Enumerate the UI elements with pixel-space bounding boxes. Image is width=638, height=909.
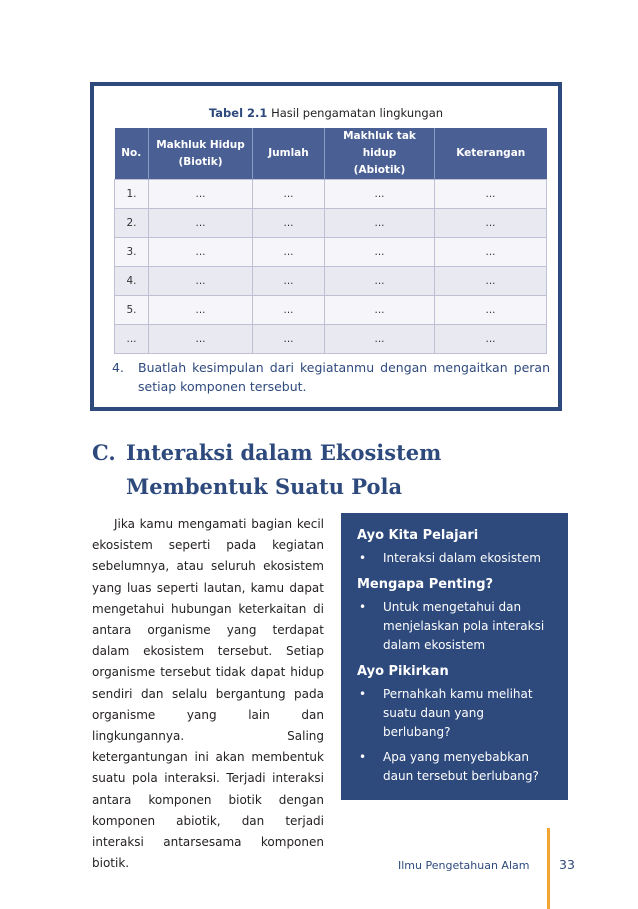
group-ayo-pikirkan xyxy=(357,663,554,786)
list-item-text: Untuk mengetahui dan menjelaskan pola interaksi dalam ekosistem xyxy=(383,600,545,652)
group-title: Ayo Kita Pelajari xyxy=(357,528,479,543)
header-no: No. xyxy=(115,128,149,180)
list-item xyxy=(357,549,554,568)
header-abiotic xyxy=(325,128,435,180)
cell-keterangan: ... xyxy=(435,209,547,238)
footer-book-title: Ilmu Pengetahuan Alam xyxy=(398,859,530,872)
header-keterangan: Keterangan xyxy=(435,128,547,180)
cell-biotic: ... xyxy=(149,325,253,354)
observation-table xyxy=(114,128,547,354)
section-letter: C. xyxy=(92,440,116,465)
header-abiotic-line2: (Abiotik) xyxy=(353,164,406,176)
cell-biotic: ... xyxy=(149,238,253,267)
cell-no: 4. xyxy=(115,267,149,296)
bullet: • xyxy=(359,687,367,701)
list-item-text: Pernahkah kamu melihat suatu daun yang berlubang? xyxy=(383,687,533,739)
table-caption-label: Tabel 2.1 xyxy=(208,106,268,120)
cell-no: 5. xyxy=(115,296,149,325)
list-item-text: Interaksi dalam ekosistem xyxy=(383,551,541,565)
cell-abiotic: ... xyxy=(325,209,435,238)
cell-biotic: ... xyxy=(149,209,253,238)
cell-jumlah: ... xyxy=(253,296,325,325)
header-biotic xyxy=(149,128,253,180)
table-row xyxy=(115,209,547,238)
header-biotic-line2: (Biotik) xyxy=(178,155,223,168)
cell-jumlah: ... xyxy=(253,209,325,238)
cell-keterangan: ... xyxy=(435,296,547,325)
cell-biotic: ... xyxy=(149,267,253,296)
group-mengapa-penting xyxy=(357,576,554,655)
cell-no: ... xyxy=(115,325,149,354)
body-paragraph: Jika kamu mengamati bagian kecil ekosistem seperti pada kegiatan sebelumnya, atau seluruh ekosistem yang luas seperti lautan, kamu dapat mengetahui hubungan keterkaitan di antara organisme yang terdapat dalam ekosistem tersebut. Setiap organisme tersebut tidak dapat hidup sendiri dan selalu bergantung pada organisme yang lain dan lingkungannya. Saling ketergantungan ini akan membentuk suatu pola interaksi. Terjadi interaksi antara komponen biotik dengan komponen abiotik, dan terjadi interaksi antarsesama komponen biotik. xyxy=(92,517,324,871)
table-row xyxy=(115,238,547,267)
list-item-text: Apa yang menyebabkan daun tersebut berlubang? xyxy=(383,750,539,783)
page-number: 33 xyxy=(559,857,575,872)
table-row xyxy=(115,267,547,296)
list-item xyxy=(357,685,554,742)
cell-jumlah: ... xyxy=(253,180,325,209)
section-heading xyxy=(92,436,532,504)
cell-jumlah: ... xyxy=(253,238,325,267)
table-row xyxy=(115,296,547,325)
bullet: • xyxy=(359,600,367,614)
bullet: • xyxy=(359,551,367,565)
table-caption-text: Hasil pengamatan lingkungan xyxy=(271,106,444,120)
header-abiotic-line1: Makhluk tak hidup xyxy=(343,130,416,159)
cell-abiotic: ... xyxy=(325,180,435,209)
learning-goals-box xyxy=(341,513,568,800)
list-item xyxy=(357,598,554,655)
table-row xyxy=(115,325,547,354)
cell-biotic: ... xyxy=(149,180,253,209)
instruction-number: 4. xyxy=(112,360,124,375)
cell-jumlah: ... xyxy=(253,325,325,354)
cell-abiotic: ... xyxy=(325,296,435,325)
cell-biotic: ... xyxy=(149,296,253,325)
cell-keterangan: ... xyxy=(435,325,547,354)
list-item xyxy=(357,748,554,786)
cell-keterangan: ... xyxy=(435,267,547,296)
cell-keterangan: ... xyxy=(435,238,547,267)
header-biotic-line1: Makhluk Hidup xyxy=(156,138,245,151)
cell-no: 1. xyxy=(115,180,149,209)
header-jumlah: Jumlah xyxy=(253,128,325,180)
cell-abiotic: ... xyxy=(325,267,435,296)
section-title-line1: Interaksi dalam Ekosistem xyxy=(126,440,442,465)
bullet: • xyxy=(359,750,367,764)
cell-abiotic: ... xyxy=(325,238,435,267)
group-title: Mengapa Penting? xyxy=(357,577,494,592)
group-ayo-kita-pelajari xyxy=(357,527,554,568)
footer-accent-bar xyxy=(547,828,550,909)
cell-abiotic: ... xyxy=(325,325,435,354)
table-row xyxy=(115,180,547,209)
activity-frame xyxy=(90,82,562,411)
cell-keterangan: ... xyxy=(435,180,547,209)
instruction-item-4 xyxy=(112,358,550,396)
cell-jumlah: ... xyxy=(253,267,325,296)
section-title-line2: Membentuk Suatu Pola xyxy=(126,474,403,499)
cell-no: 2. xyxy=(115,209,149,238)
group-title: Ayo Pikirkan xyxy=(357,664,449,679)
table-header-row xyxy=(115,128,547,180)
instruction-text: Buatlah kesimpulan dari kegiatanmu dengan mengaitkan peran setiap komponen tersebut. xyxy=(138,360,550,394)
table-caption xyxy=(94,106,558,120)
cell-no: 3. xyxy=(115,238,149,267)
